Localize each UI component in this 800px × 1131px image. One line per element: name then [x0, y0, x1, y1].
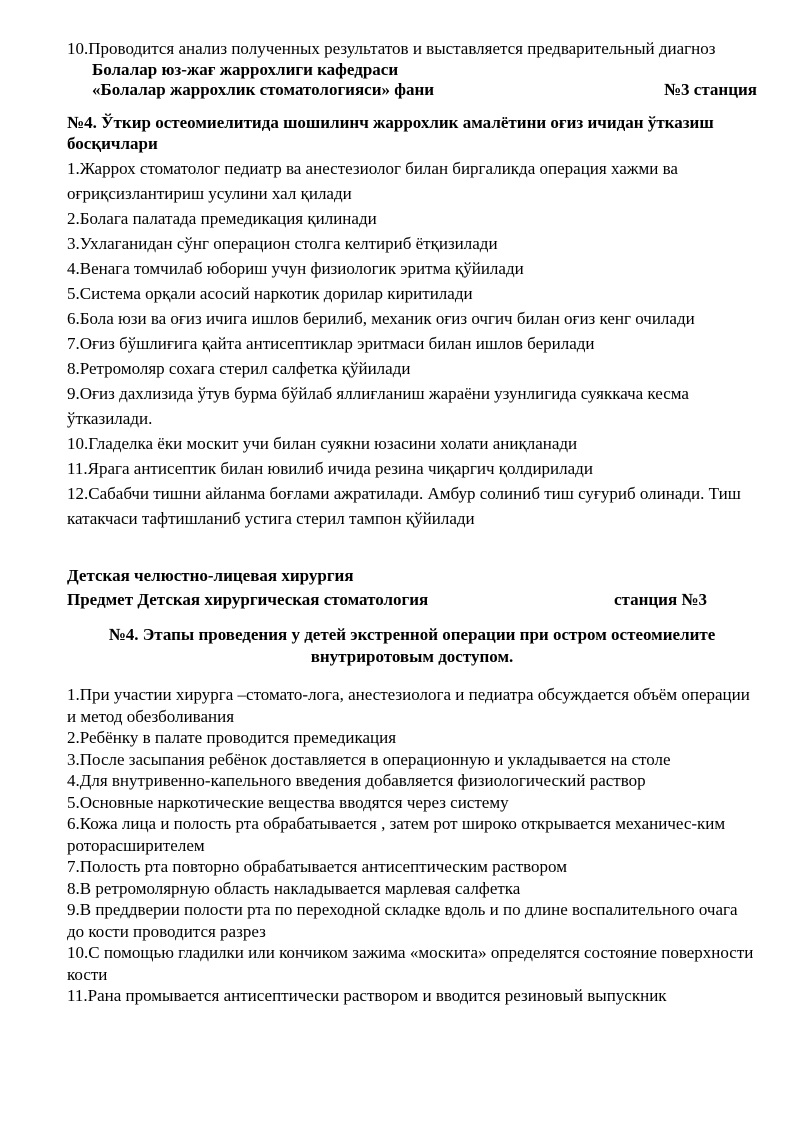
ru-items-list	[67, 684, 757, 1007]
list-item: 1.При участии хирурга –стомато-лога, анестезиолога и педиатра обсуждается объём операции и метод обезболивания	[67, 685, 750, 726]
list-item: 8.В ретромолярную область накладывается марлевая салфетка	[67, 878, 521, 898]
list-item: 5.Система орқали асосий наркотик дорилар киритилади	[67, 284, 473, 303]
list-item: 4.Венага томчилаб юбориш учун физиологик эритма қўйилади	[67, 259, 524, 278]
uz-question-title: №4. Ўткир остеомиелитида шошилинч жаррохлик амалётини оғиз ичидан ўтказиш босқичлари	[67, 113, 714, 153]
list-item: 3.После засыпания ребёнок доставляется в операционную и укладывается на столе	[67, 749, 671, 769]
list-item: 6.Кожа лица и полость рта обрабатывается , затем рот широко открывается механичес-ким роторасширителем	[67, 814, 726, 855]
list-item: 11.Ярага антисептик билан ювилиб ичида резина чиқаргич қолдирилади	[67, 459, 593, 478]
intro-item: 10.Проводится анализ полученных результатов и выставляется предварительный диагноз	[67, 39, 716, 58]
list-item: 6.Бола юзи ва оғиз ичига ишлов берилиб, механик оғиз очгич билан оғиз кенг очилади	[67, 309, 695, 328]
list-item: 2.Ребёнку в палате проводится премедикация	[67, 728, 397, 747]
list-item: 10.С помощью гладилки или кончиком зажима «москита» определятся состояние поверхности кости	[67, 943, 754, 984]
list-item: 4.Для внутривенно-капельного введения добавляется физиологический раствор	[67, 771, 646, 790]
list-item: 8.Ретромоляр сохага стерил салфетка қўйилади	[67, 359, 411, 378]
list-item: 9.В преддверии полости рта по переходной складке вдоль и по длине воспалительного очага до кости проводится разрез	[67, 900, 738, 941]
list-item: 1.Жаррох стоматолог педиатр ва анестезиолог билан биргаликда операция хажми ва оғриқсизлантириш усулини хал қилади	[67, 159, 678, 203]
list-item: 10.Гладелка ёки москит учи билан суякни юзасини холати аниқланади	[67, 434, 578, 453]
ru-department-heading: Детская челюстно-лицевая хирургия	[67, 566, 354, 585]
list-item: 12.Сабабчи тишни айланма боғлами ажратилади. Амбур солиниб тиш суғуриб олинади. Тиш катакчаси тафтишланиб устига стерил тампон қўйилади	[67, 484, 741, 528]
ru-subject-row	[67, 588, 707, 612]
list-item: 7.Полость рта повторно обрабатывается антисептическим раствором	[67, 857, 567, 876]
list-item: 5.Основные наркотические вещества вводятся через систему	[67, 792, 509, 812]
list-item: 2.Болага палатада премедикация қилинади	[67, 209, 377, 228]
uz-subject: «Болалар жаррохлик стоматологияси» фани	[92, 80, 435, 99]
list-item: 7.Оғиз бўшлиғига қайта антисептиклар эритмаси билан ишлов берилади	[67, 334, 595, 353]
uz-station: №3 станция	[663, 80, 757, 99]
ru-subject: Предмет Детская хирургическая стоматология	[67, 590, 429, 609]
list-item: 3.Ухлаганидан сўнг операцион столга келтириб ётқизилади	[67, 234, 498, 253]
ru-station: станция №3	[613, 590, 707, 609]
uz-items-list	[67, 156, 757, 531]
uz-subject-row	[67, 80, 757, 100]
list-item: 9.Оғиз дахлизида ўтув бурма бўйлаб яллиғланиш жараёни узунлигида суяккача кесма ўтказилади.	[67, 384, 689, 428]
ru-question-title: №4. Этапы проведения у детей экстренной операции при остром остеомиелите внутриротовым доступом.	[108, 625, 716, 666]
uz-department-heading: Болалар юз-жағ жаррохлиги кафедраси	[92, 60, 399, 79]
document-page	[67, 38, 757, 1007]
list-item: 11.Рана промывается антисептически раствором и вводится резиновый выпускник	[67, 986, 667, 1005]
